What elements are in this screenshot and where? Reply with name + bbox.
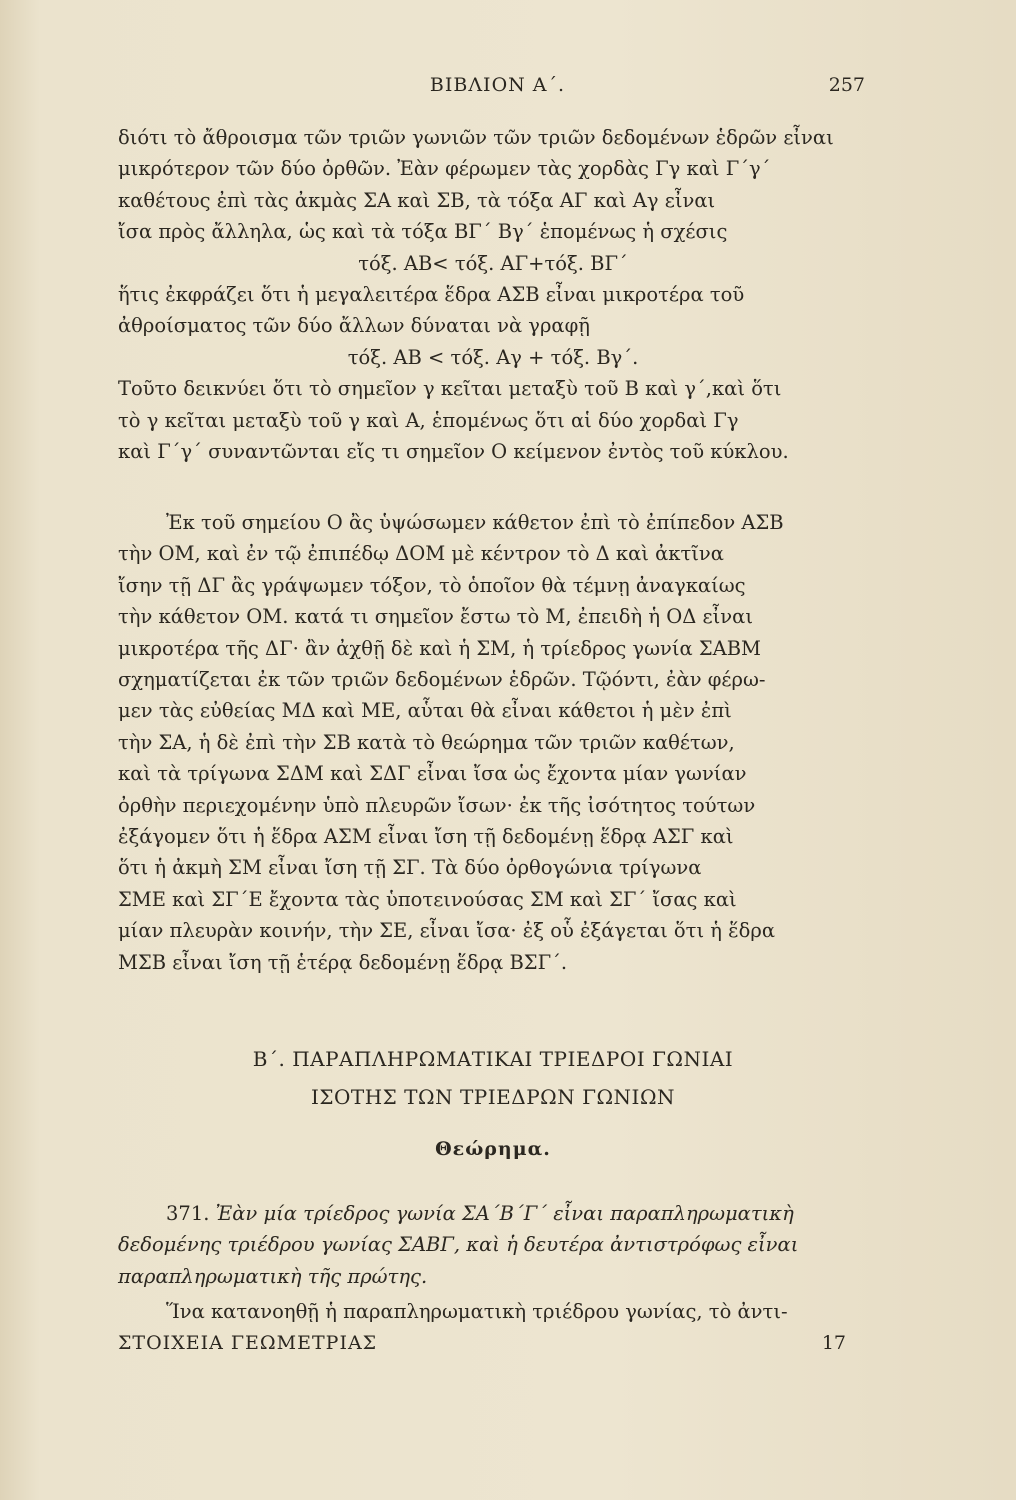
text-line: διότι τὸ ἄθροισμα τῶν τριῶν γωνιῶν τῶν τριῶν δεδομένων ἑδρῶν εἶναι bbox=[118, 126, 834, 149]
theorem-line: δεδομένης τριέδρου γωνίας ΣΑΒΓ, καὶ ἡ δευτέρα ἀντιστρόφως εἶναι bbox=[118, 1233, 799, 1257]
text-line: καὶ Γ΄γ΄ συναντῶνται εἴς τι σημεῖον Ο κείμενον ἐντὸς τοῦ κύκλου. bbox=[118, 440, 789, 464]
book-title: ΒΙΒΛΙΟΝ Α΄. bbox=[429, 74, 566, 96]
running-header bbox=[130, 70, 865, 106]
text-line: καθέτους ἐπὶ τὰς ἀκμὰς ΣΑ καὶ ΣΒ, τὰ τόξα ΑΓ καὶ Αγ εἶναι bbox=[118, 188, 716, 212]
theorem-line: παραπληρωματικὴ τῆς πρώτης. bbox=[118, 1264, 428, 1288]
sheet-number: 17 bbox=[821, 1332, 846, 1354]
section-heading-line: ΙΣΟΤΗΣ ΤΩΝ ΤΡΙΕΔΡΩΝ ΓΩΝΙΩΝ bbox=[310, 1085, 676, 1109]
theorem-statement bbox=[118, 1198, 868, 1292]
text-line: ΣΜΕ καὶ ΣΓ΄Ε ἔχοντα τὰς ὑποτεινούσας ΣΜ καὶ ΣΓ΄ ἴσας καὶ bbox=[118, 887, 737, 911]
paragraph-continuation bbox=[118, 122, 868, 467]
section-heading bbox=[118, 1040, 868, 1116]
formula-line: τόξ. ΑΒ < τόξ. Αγ + τόξ. Βγ΄. bbox=[347, 345, 639, 369]
theorem-line bbox=[118, 1198, 868, 1229]
text-line: μικρότερον τῶν δύο ὀρθῶν. Ἐὰν φέρωμεν τὰς χορδὰς Γγ καὶ Γ΄γ΄ bbox=[118, 157, 771, 181]
paragraph-construction bbox=[118, 507, 868, 978]
text-line: τὴν ΟΜ, καὶ ἐν τῷ ἐπιπέδῳ ΔΟΜ μὲ κέντρον τὸ Δ καὶ ἀκτῖνα bbox=[118, 542, 724, 566]
text-line: ὅτι ἡ ἀκμὴ ΣΜ εἶναι ἴση τῇ ΣΓ. Τὰ δύο ὀρθογώνια τρίγωνα bbox=[118, 856, 702, 880]
text-line: Τοῦτο δεικνύει ὅτι τὸ σημεῖον γ κεῖται μεταξὺ τοῦ Β καὶ γ΄,καὶ ὅτι bbox=[118, 377, 782, 401]
text-line: σχηματίζεται ἐκ τῶν τριῶν δεδομένων ἑδρῶν. Τῷόντι, ἐὰν φέρω- bbox=[118, 668, 766, 692]
text-line: ἴσην τῇ ΔΓ ἂς γράψωμεν τόξον, τὸ ὁποῖον θὰ τέμνῃ ἀναγκαίως bbox=[118, 573, 746, 597]
text-line: μικροτέρα τῆς ΔΓ· ἂν ἀχθῇ δὲ καὶ ἡ ΣΜ, ἡ τρίεδρος γωνία ΣΑΒΜ bbox=[118, 636, 762, 660]
text-line: τὴν ΣΑ, ἡ δὲ ἐπὶ τὴν ΣΒ κατὰ τὸ θεώρημα τῶν τριῶν καθέτων, bbox=[118, 730, 735, 754]
text-line: ἥτις ἐκφράζει ὅτι ἡ μεγαλειτέρα ἕδρα ΑΣΒ εἶναι μικροτέρα τοῦ bbox=[118, 283, 745, 307]
text-line: ἐξάγομεν ὅτι ἡ ἕδρα ΑΣΜ εἶναι ἴση τῇ δεδομένῃ ἕδρᾳ ΑΣΓ καὶ bbox=[118, 825, 734, 849]
theorem-text: Ἐὰν μία τρίεδρος γωνία ΣΑ΄Β΄Γ΄ εἶναι παραπληρωματικὴ bbox=[215, 1202, 794, 1225]
formula-line: τόξ. ΑΒ< τόξ. ΑΓ+τόξ. ΒΓ΄ bbox=[358, 251, 628, 275]
text-line: ὀρθὴν περιεχομένην ὑπὸ πλευρῶν ἴσων· ἐκ τῆς ἰσότητος τούτων bbox=[118, 793, 756, 817]
page-footer bbox=[118, 1332, 858, 1362]
section-heading-line: Β΄. ΠΑΡΑΠΛΗΡΩΜΑΤΙΚΑΙ ΤΡΙΕΔΡΟΙ ΓΩΝΙΑΙ bbox=[252, 1047, 734, 1071]
theorem-number: 371. bbox=[166, 1202, 210, 1225]
paragraph-explanation bbox=[118, 1296, 868, 1327]
text-line: τὴν κάθετον ΟΜ. κατά τι σημεῖον ἔστω τὸ Μ, ἐπειδὴ ἡ ΟΔ εἶναι bbox=[118, 605, 753, 629]
text-line: μίαν πλευρὰν κοινήν, τὴν ΣΕ, εἶναι ἴσα· ἐξ οὗ ἐξάγεται ὅτι ἡ ἕδρα bbox=[118, 919, 776, 943]
text-line: ἀθροίσματος τῶν δύο ἄλλων δύναται νὰ γραφῇ bbox=[118, 314, 590, 338]
text-line: μεν τὰς εὐθείας ΜΔ καὶ ΜΕ, αὗται θὰ εἶναι κάθετοι ἡ μὲν ἐπὶ bbox=[118, 699, 732, 723]
text-line: καὶ τὰ τρίγωνα ΣΔΜ καὶ ΣΔΓ εἶναι ἴσα ὡς ἔχοντα μίαν γωνίαν bbox=[118, 762, 747, 786]
text-line: τὸ γ κεῖται μεταξὺ τοῦ γ καὶ Α, ἑπομένως ὅτι αἱ δύο χορδαὶ Γγ bbox=[118, 408, 739, 432]
text-line: Ἵνα κατανοηθῇ ἡ παραπληρωματικὴ τριέδρου γωνίας, τὸ ἀντι- bbox=[166, 1300, 788, 1323]
signature-mark: ΣΤΟΙΧΕΙΑ ΓΕΩΜΕΤΡΙΑΣ bbox=[118, 1332, 378, 1354]
text-line: ἴσα πρὸς ἄλληλα, ὡς καὶ τὰ τόξα ΒΓ΄ Βγ΄ ἑπομένως ἡ σχέσις bbox=[118, 220, 728, 244]
theorem-label: Θεώρημα. bbox=[435, 1138, 551, 1160]
text-line: ΜΣΒ εἶναι ἴση τῇ ἑτέρᾳ δεδομένῃ ἕδρᾳ ΒΣΓ΄. bbox=[118, 950, 568, 974]
page-number: 257 bbox=[828, 74, 865, 96]
text-line: Ἐκ τοῦ σημείου Ο ἂς ὑψώσωμεν κάθετον ἐπὶ τὸ ἐπίπεδον ΑΣΒ bbox=[166, 511, 784, 534]
